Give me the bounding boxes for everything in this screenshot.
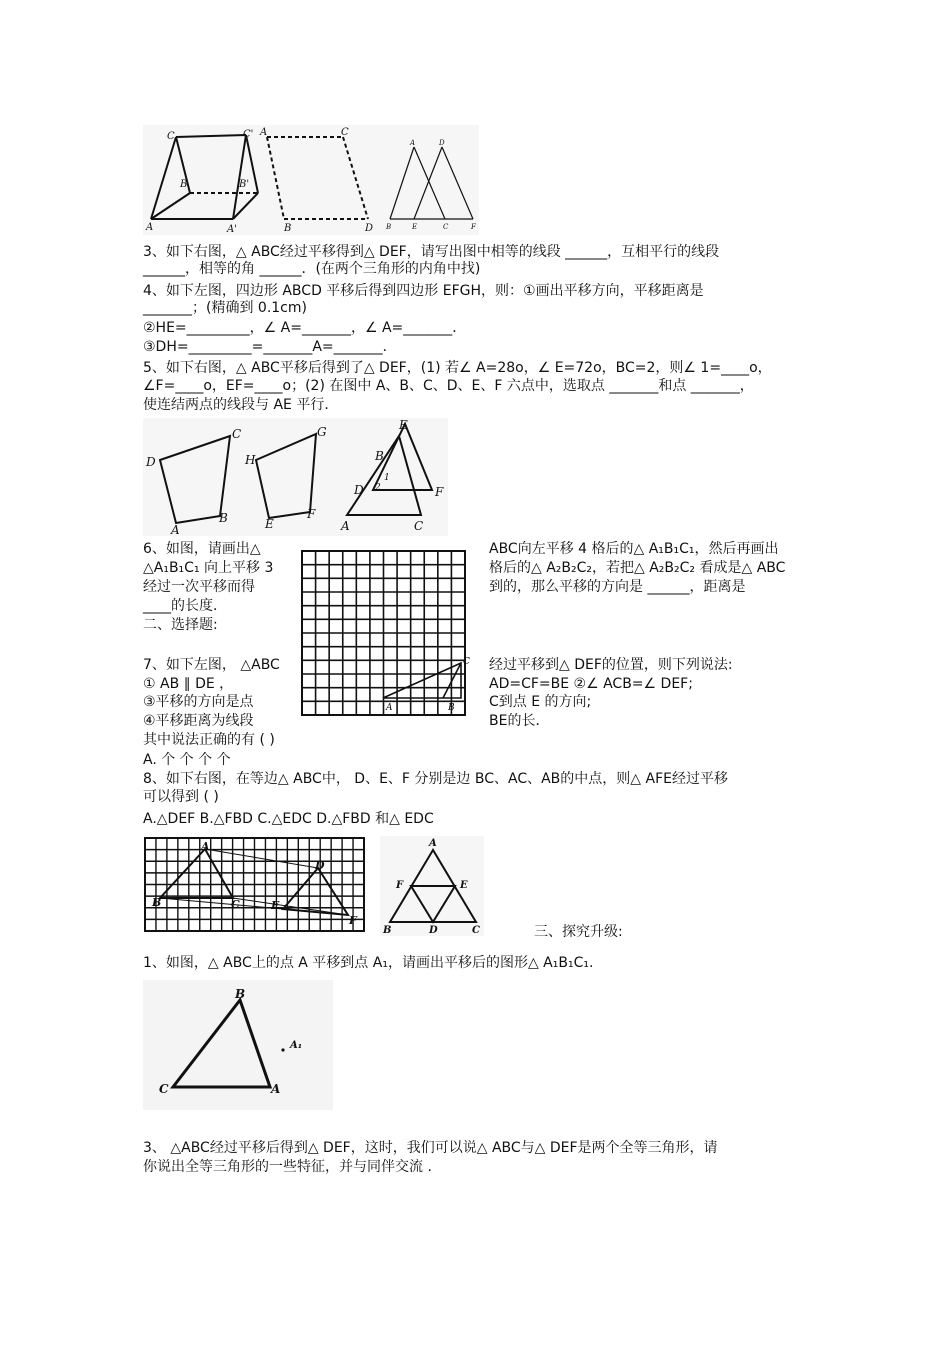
q7-left-4: ④平移距离为线段 <box>143 713 254 729</box>
fig-eq-label-c: C <box>472 925 480 936</box>
fig2-label-c2: C <box>414 519 424 533</box>
q7-left-3: ③平移的方向是点 <box>143 694 254 710</box>
fig1-label-f3: F <box>471 223 476 231</box>
q6-left-2: △A₁B₁C₁ 向上平移 3 <box>143 560 274 576</box>
q8-options: A.△DEF B.△FBD C.△EDC D.△FBD 和△ EDC <box>143 811 434 827</box>
p3-line-2: 你说出全等三角形的一些特征，并与同伴交流 . <box>143 1159 432 1175</box>
q7-right-4: BE的长． <box>489 713 550 729</box>
q7-options: A. 个 个 个 个 <box>143 752 231 768</box>
fig2-label-1: 1 <box>384 473 390 483</box>
fig2-label-g: G <box>317 425 327 439</box>
q6-left-3: 经过一次平移而得 <box>143 579 255 595</box>
fig1-label-a2: A <box>260 127 268 138</box>
p1-line: 1、如图，△ ABC上的点 A 平移到点 A₁，请画出平移后的图形△ A₁B₁C₁. <box>143 955 594 971</box>
q5-line-2: ∠F=____o，EF=____o；(2) 在图中 A、B、C、D、E、F 六点中，选取点 _______和点 _______， <box>143 378 754 394</box>
q3-line-2: ______，相等的角 ______．(在两个三角形的内角中找) <box>143 261 481 277</box>
figure-equilateral <box>380 836 484 936</box>
q6-left-1: 6、如图，请画出△ <box>143 541 261 557</box>
section-3-title: 三、探究升级: <box>534 924 623 940</box>
q5-line-1: 5、如下右图，△ ABC平移后得到了△ DEF，(1) 若∠ A=28o，∠ E=72o，BC=2，则∠ 1=____o， <box>143 360 772 376</box>
fig1-label-d3: D <box>439 139 445 147</box>
fig2-label-d: D <box>146 455 156 469</box>
fig2-label-a: A <box>171 523 180 536</box>
q8-line-1: 8、如下右图，在等边△ ABC中， D、E、F 分别是边 BC、AC、AB的中点，则△ AFE经过平移 <box>143 771 728 787</box>
fig8-label-b: B <box>152 896 162 909</box>
fig1-label-cp: C' <box>243 129 254 140</box>
fig8-label-a: A <box>201 840 210 853</box>
figure-triangle-a1 <box>143 980 333 1110</box>
fig1-label-c: C <box>167 131 175 142</box>
fig1-label-b2: B <box>284 223 292 234</box>
q6-right-2: 格后的△ A₂B₂C₂，若把△ A₂B₂C₂ 看成是△ ABC <box>489 560 786 576</box>
fig2-label-b: B <box>219 511 228 525</box>
figure-top-diagrams <box>143 125 479 235</box>
figure-triangle-a1-svg <box>143 980 333 1110</box>
fig2-label-b2: B <box>375 449 384 463</box>
fig2-label-2: 2 <box>375 483 381 493</box>
fig8-label-e: E <box>271 899 280 912</box>
fig1-label-b3: B <box>386 223 392 231</box>
fig1-label-c3: C <box>443 223 449 231</box>
q8-line-2: 可以得到 ( ) <box>143 789 219 805</box>
fig8-label-f: F <box>349 914 357 927</box>
figure-grid <box>299 548 475 718</box>
point-a1 <box>281 1048 284 1051</box>
q7-question: 其中说法正确的有 ( ) <box>143 732 275 748</box>
fig1-label-b: B <box>180 179 188 190</box>
q7-right-1: 经过平移到△ DEF的位置，则下列说法: <box>489 657 733 673</box>
figure-equilateral-svg <box>380 836 484 936</box>
fig-a1-label-b: B <box>235 987 246 1001</box>
fig2-label-d2: D <box>354 483 364 497</box>
fig1-label-ap: A' <box>227 224 237 235</box>
fig-eq-label-a: A <box>429 838 437 849</box>
fig1-label-e3: E <box>412 223 418 231</box>
figure-quad-svg <box>143 418 448 536</box>
fig-eq-label-b: B <box>383 925 392 936</box>
fig-a1-label-a1: A₁ <box>290 1040 303 1051</box>
fig-a1-label-a: A <box>271 1082 281 1096</box>
grid-label-a: A <box>386 703 393 713</box>
fig2-label-e2: E <box>399 418 408 432</box>
fig-eq-label-d: D <box>429 925 438 936</box>
figure-grid-svg <box>299 548 475 718</box>
grid-label-b: B <box>448 703 455 713</box>
q5-line-3: 使连结两点的线段与 AE 平行． <box>143 397 339 413</box>
grid-label-c: C <box>463 657 470 667</box>
fig2-label-a2: A <box>341 519 350 533</box>
q3-line-1: 3、如下右图，△ ABC经过平移得到△ DEF，请写出图中相等的线段 ______，互相平行的线段 <box>143 244 720 260</box>
fig8-label-c: C <box>231 898 240 911</box>
fig1-label-d2: D <box>365 223 374 234</box>
q6-right-1: ABC向左平移 4 格后的△ A₁B₁C₁，然后再画出 <box>489 541 779 557</box>
fig-eq-label-e: E <box>460 880 468 891</box>
q4-line-1: 4、如下左图，四边形 ABCD 平移后得到四边形 EFGH，则：①画出平移方向，平移距离是 <box>143 283 704 299</box>
q7-right-3: C到点 E 的方向; <box>489 694 592 710</box>
fig8-label-d: D <box>315 859 325 872</box>
figure-quadrilaterals <box>143 418 448 536</box>
q7-left-2: ① AB ∥ DE ， <box>143 676 234 692</box>
fig-a1-label-c: C <box>159 1082 169 1096</box>
fig2-label-e: E <box>265 517 274 531</box>
figure-grid-triangles-svg <box>143 836 367 934</box>
fig1-label-a: A <box>146 222 154 233</box>
q7-left-1: 7、如下左图， △ABC <box>143 657 280 673</box>
section-2-title: 二、选择题: <box>143 617 218 633</box>
q6-right-3: 到的，那么平移的方向是 ______，距离是 <box>489 579 746 595</box>
fig-eq-label-f: F <box>396 880 404 891</box>
fig2-label-f2: F <box>435 485 444 499</box>
q4-line-3: ②HE=_________，∠ A=_______，∠ A=_______． <box>143 320 467 336</box>
fig2-label-h: H <box>245 453 256 467</box>
q4-line-4: ③DH=_________=_______A=_______． <box>143 339 397 355</box>
p3-line-1: 3、 △ABC经过平移后得到△ DEF，这时，我们可以说△ ABC与△ DEF是两个全等三角形，请 <box>143 1140 718 1156</box>
q6-left-4: ____的长度． <box>143 598 227 614</box>
q7-right-2: AD=CF=BE ②∠ ACB=∠ DEF; <box>489 676 693 692</box>
fig1-label-c2: C <box>341 127 349 138</box>
q4-line-2: _______；(精确到 0.1cm) <box>143 300 307 316</box>
fig2-label-c: C <box>232 427 242 441</box>
figure-top-svg <box>143 125 479 235</box>
fig2-label-f: F <box>307 507 316 521</box>
fig1-label-bp: B' <box>239 179 250 190</box>
figure-grid-triangles <box>143 836 367 934</box>
fig1-label-a3: A <box>410 139 416 147</box>
